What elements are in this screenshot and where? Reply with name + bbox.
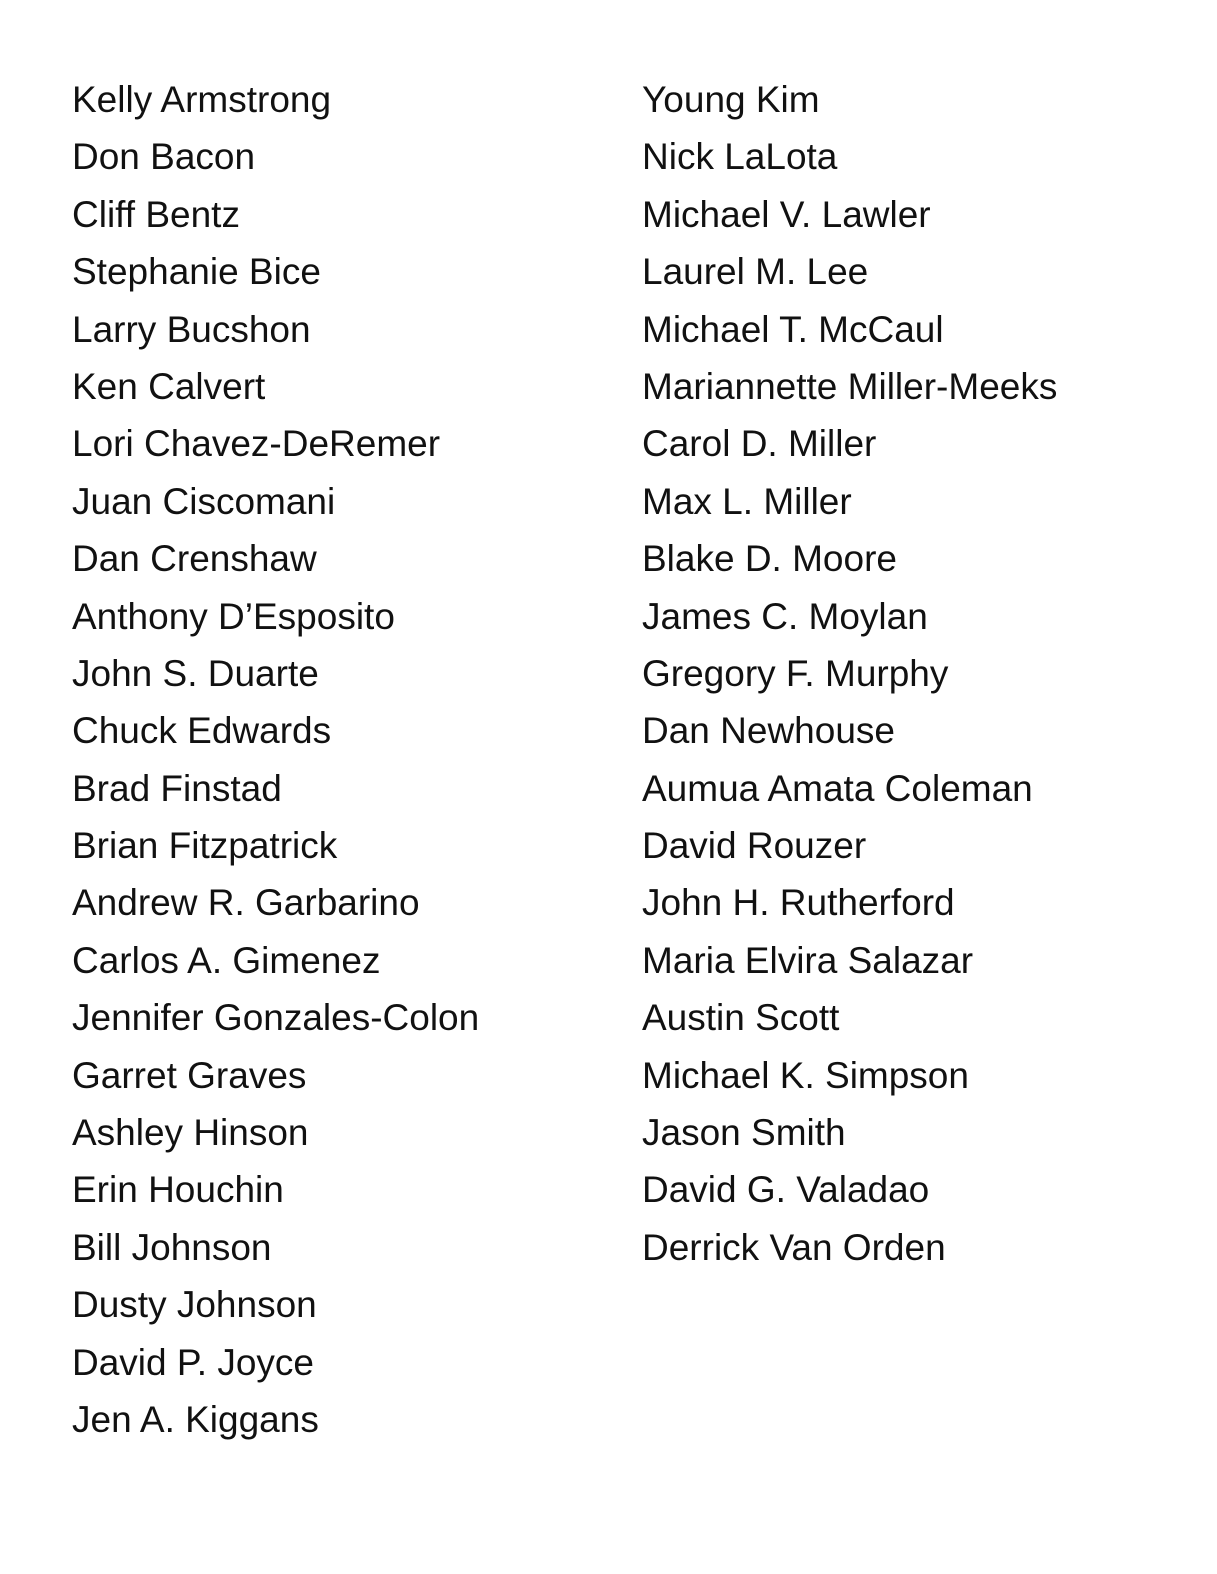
name-item: Ken Calvert (72, 365, 266, 407)
name-item: Michael V. Lawler (642, 193, 931, 235)
name-item: Nick LaLota (642, 136, 838, 178)
name-item: David Rouzer (642, 825, 867, 867)
name-item: Dusty Johnson (72, 1284, 317, 1326)
name-item: David P. Joyce (72, 1341, 314, 1383)
name-item: Ashley Hinson (72, 1112, 309, 1154)
name-item: Bill Johnson (72, 1226, 272, 1268)
name-item: Brian Fitzpatrick (72, 825, 338, 867)
name-item: David G. Valadao (642, 1169, 930, 1211)
name-item: John H. Rutherford (642, 882, 955, 924)
name-item: Stephanie Bice (72, 251, 321, 293)
name-item: Gregory F. Murphy (642, 652, 949, 694)
left-name-column (72, 76, 612, 1453)
name-item: Dan Newhouse (642, 710, 895, 752)
name-item: Juan Ciscomani (72, 480, 336, 522)
name-item: Laurel M. Lee (642, 251, 869, 293)
name-item: Austin Scott (642, 997, 840, 1039)
name-item: Mariannette Miller-Meeks (642, 365, 1058, 407)
name-item: Carol D. Miller (642, 423, 877, 465)
name-item: Michael T. McCaul (642, 308, 944, 350)
name-item: Jen A. Kiggans (72, 1398, 319, 1440)
name-item: Young Kim (642, 79, 820, 120)
name-item: Dan Crenshaw (72, 538, 317, 580)
name-item: Michael K. Simpson (642, 1054, 969, 1096)
name-item: James C. Moylan (642, 595, 928, 637)
name-item: Don Bacon (72, 136, 256, 178)
name-item: Blake D. Moore (642, 538, 897, 580)
name-item: Chuck Edwards (72, 710, 332, 752)
name-item: Carlos A. Gimenez (72, 939, 381, 981)
name-item: Kelly Armstrong (72, 79, 332, 120)
name-item: Lori Chavez-DeRemer (72, 423, 441, 465)
name-item: Cliff Bentz (72, 193, 240, 235)
name-item: Max L. Miller (642, 480, 852, 522)
name-item: Jason Smith (642, 1112, 846, 1154)
name-item: Aumua Amata Coleman (642, 767, 1033, 809)
name-item: John S. Duarte (72, 652, 319, 694)
name-item: Anthony D’Esposito (72, 595, 395, 637)
right-name-column (642, 76, 1202, 1281)
name-item: Andrew R. Garbarino (72, 882, 420, 924)
name-item: Maria Elvira Salazar (642, 939, 974, 981)
name-item: Jennifer Gonzales-Colon (72, 997, 480, 1039)
name-item: Brad Finstad (72, 767, 282, 809)
name-item: Garret Graves (72, 1054, 307, 1096)
name-item: Derrick Van Orden (642, 1226, 946, 1268)
name-item: Larry Bucshon (72, 308, 311, 350)
name-item: Erin Houchin (72, 1169, 284, 1211)
